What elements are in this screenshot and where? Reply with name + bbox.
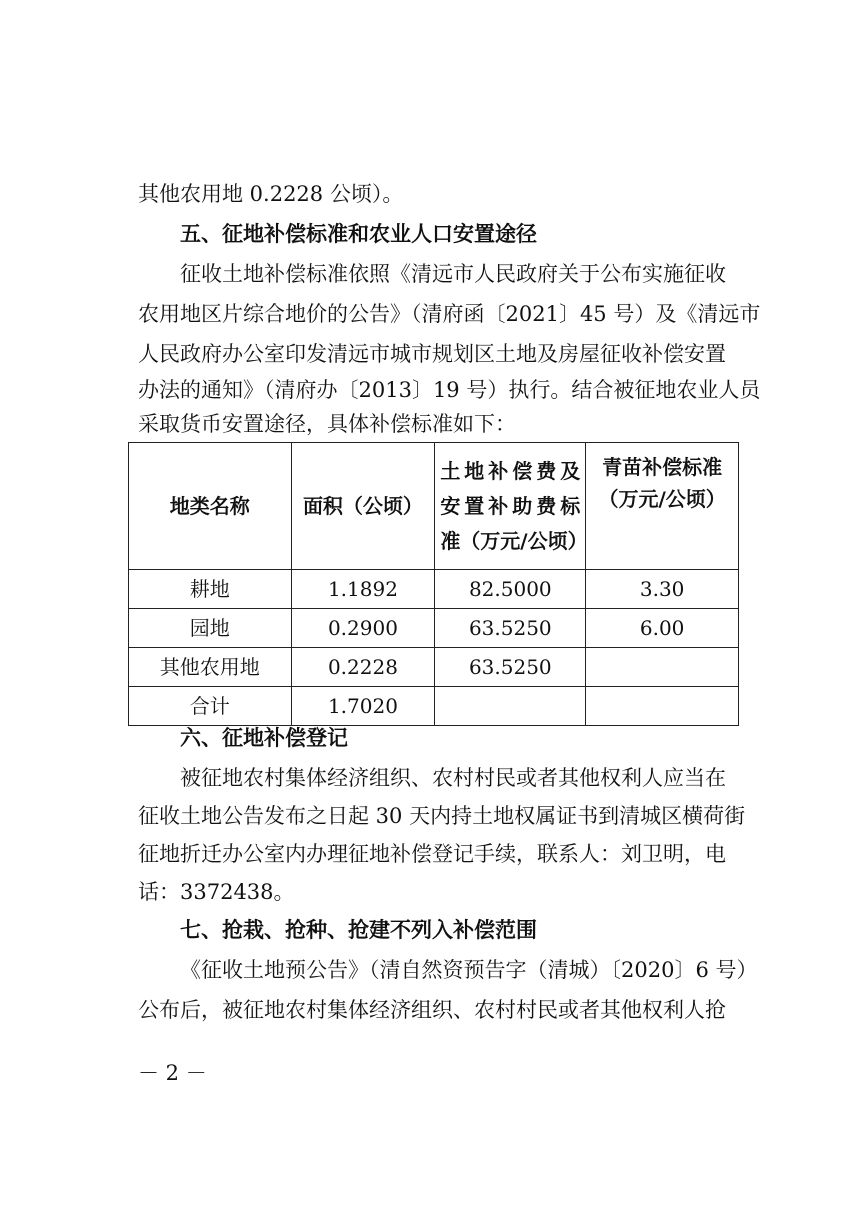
header-land-compensation-line-3: 准（万元/公顷） xyxy=(440,528,588,553)
compensation-table xyxy=(128,442,739,726)
header-land-type: 地类名称 xyxy=(129,443,292,570)
section-5-paragraph-line-3: 人民政府办公室印发清远市城市规划区土地及房屋征收补偿安置 xyxy=(138,342,726,366)
section-5-paragraph-line-2: 农用地区片综合地价的公告》（清府函〔2021〕45 号）及《清远市 xyxy=(138,302,761,326)
cell-land-fee xyxy=(435,687,586,726)
header-crop-compensation-line-1: 青苗补偿标准 xyxy=(602,455,723,479)
section-6-paragraph-line-4: 话：3372438。 xyxy=(138,880,295,904)
cell-area: 1.1892 xyxy=(291,570,435,609)
section-7-heading: 七、抢栽、抢种、抢建不列入补偿范围 xyxy=(180,917,537,942)
header-land-compensation xyxy=(435,443,586,570)
text-line-carryover: 其他农用地 0.2228 公顷）。 xyxy=(138,182,404,206)
table-header-row xyxy=(129,443,739,570)
table-row xyxy=(129,648,739,687)
table-row xyxy=(129,570,739,609)
cell-crop-fee xyxy=(586,648,739,687)
page-number: － 2 － xyxy=(138,1061,207,1085)
cell-crop-fee: 6.00 xyxy=(586,609,739,648)
header-crop-compensation-line-2: （万元/公顷） xyxy=(598,487,726,511)
cell-land-type: 园地 xyxy=(129,609,292,648)
section-5-paragraph-line-1: 征收土地补偿标准依照《清远市人民政府关于公布实施征收 xyxy=(180,262,726,286)
cell-crop-fee xyxy=(586,687,739,726)
section-6-paragraph-line-2: 征收土地公告发布之日起 30 天内持土地权属证书到清城区横荷街 xyxy=(138,804,746,828)
cell-land-fee: 63.5250 xyxy=(435,609,586,648)
section-5-heading: 五、征地补偿标准和农业人口安置途径 xyxy=(180,221,537,246)
section-5-paragraph-line-4: 办法的通知》（清府办〔2013〕19 号）执行。结合被征地农业人员 xyxy=(138,378,761,402)
cell-land-type: 耕地 xyxy=(129,570,292,609)
section-7-paragraph-line-1: 《征收土地预公告》（清自然资预告字（清城）〔2020〕6 号） xyxy=(180,958,758,982)
section-6-paragraph-line-3: 征地折迁办公室内办理征地补偿登记手续，联系人：刘卫明，电 xyxy=(138,842,726,866)
header-crop-compensation xyxy=(586,443,739,570)
header-land-compensation-line-2: 安置补助费标 xyxy=(440,493,581,518)
cell-land-type: 合计 xyxy=(129,687,292,726)
cell-area: 0.2228 xyxy=(291,648,435,687)
cell-crop-fee: 3.30 xyxy=(586,570,739,609)
cell-land-type: 其他农用地 xyxy=(129,648,292,687)
section-7-paragraph-line-2: 公布后，被征地农村集体经济组织、农村村民或者其他权利人抢 xyxy=(138,998,726,1022)
cell-land-fee: 82.5000 xyxy=(435,570,586,609)
table-row xyxy=(129,609,739,648)
header-land-compensation-line-1: 土地补偿费及 xyxy=(440,458,581,483)
section-5-paragraph-line-5: 采取货币安置途径，具体补偿标准如下： xyxy=(138,412,516,436)
section-6-heading: 六、征地补偿登记 xyxy=(180,725,348,750)
header-area: 面积（公顷） xyxy=(291,443,435,570)
cell-area: 0.2900 xyxy=(291,609,435,648)
cell-area: 1.7020 xyxy=(291,687,435,726)
section-6-paragraph-line-1: 被征地农村集体经济组织、农村村民或者其他权利人应当在 xyxy=(180,766,726,790)
cell-land-fee: 63.5250 xyxy=(435,648,586,687)
table-row-total xyxy=(129,687,739,726)
